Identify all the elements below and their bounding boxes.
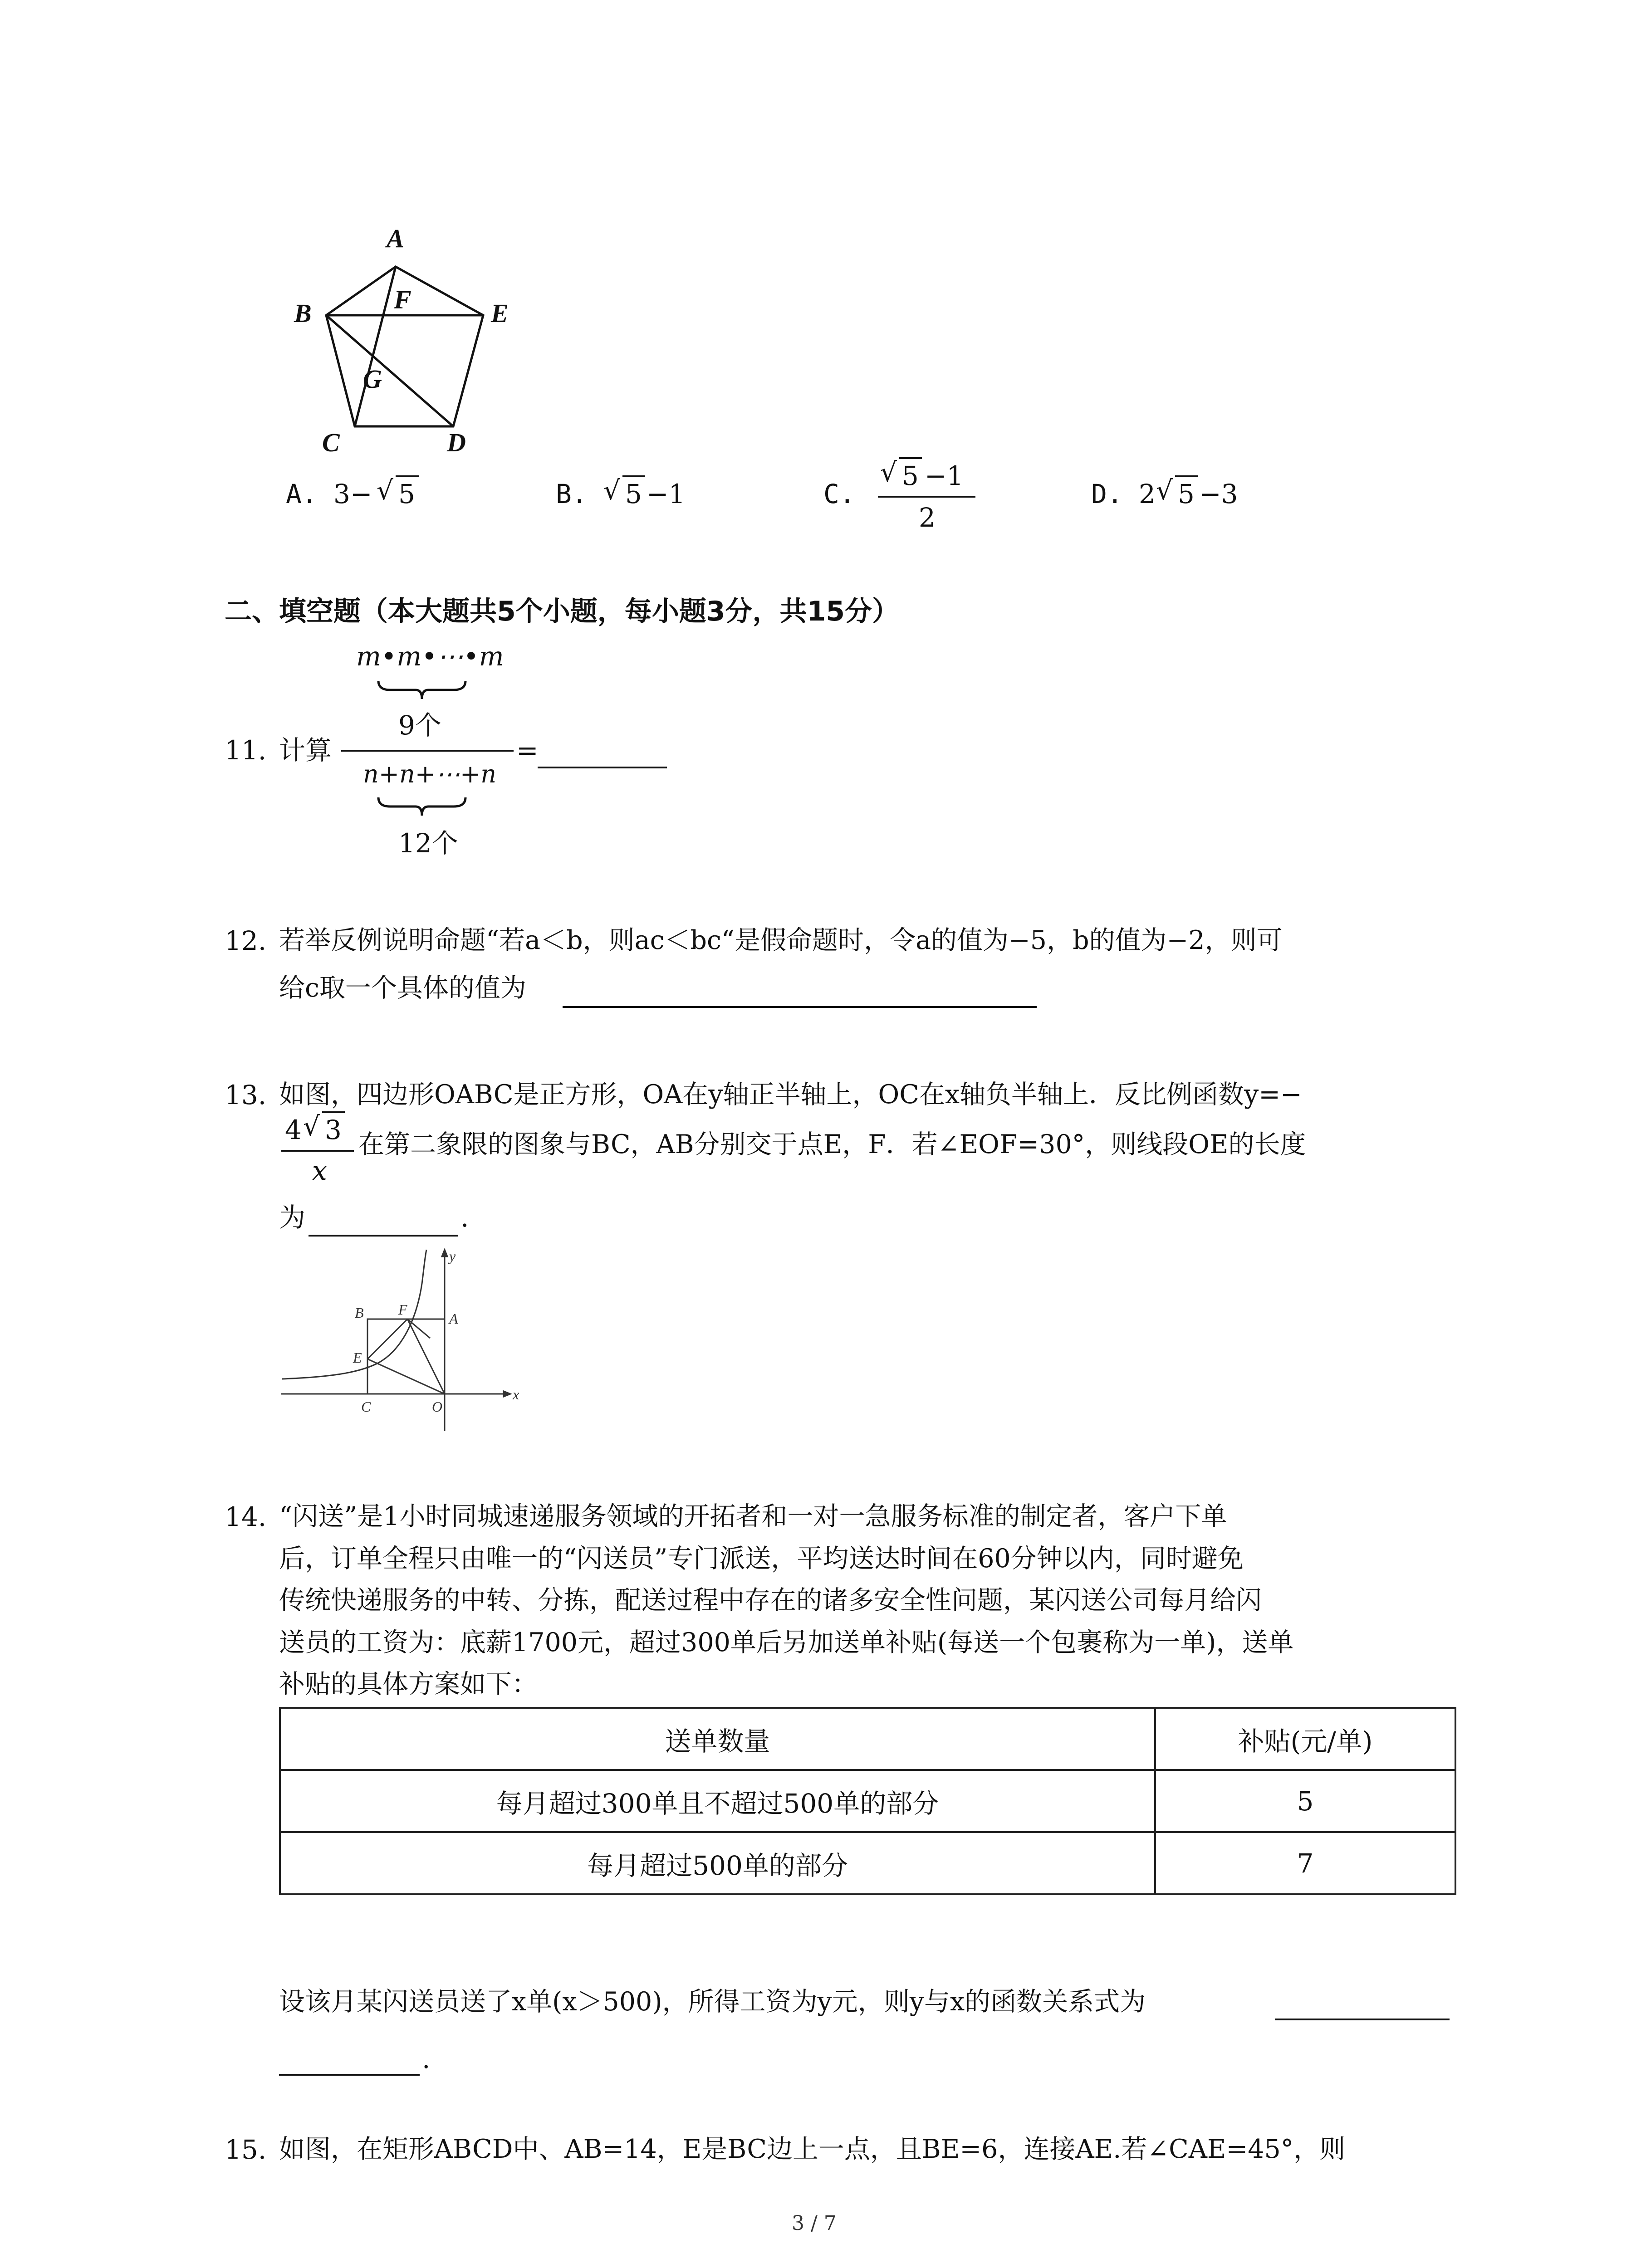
q15-number: 15. xyxy=(225,2134,267,2165)
q13-axis-x: x xyxy=(513,1386,519,1403)
q12-answer-blank[interactable] xyxy=(563,1006,1037,1008)
option-d-radicand: 5 xyxy=(1178,479,1195,509)
option-a-radicand: 5 xyxy=(398,479,415,509)
q13-line3-post: . xyxy=(460,1202,469,1233)
q11-numerator: m•m•⋯•m xyxy=(356,641,504,672)
label-A: A xyxy=(387,224,404,253)
q14-after-end: . xyxy=(422,2043,431,2074)
q13-label-C: C xyxy=(361,1398,371,1415)
option-a-label: A. xyxy=(286,479,318,509)
label-B: B xyxy=(294,298,312,328)
q11-denominator-count: 12个 xyxy=(398,828,458,859)
q11-denominator: n+n+⋯+n xyxy=(363,760,497,788)
q11-fraction-line xyxy=(341,750,514,752)
page-number: 3 / 7 xyxy=(792,2212,837,2235)
q12-line1: 若举反例说明命题“若a＜b，则ac＜bc“是假命题时，令a的值为−5，b的值为−2，则可 xyxy=(279,925,1283,955)
option-d-radical: √ xyxy=(1156,475,1173,506)
option-c-label: C. xyxy=(823,479,855,509)
option-b[interactable] xyxy=(556,481,588,507)
q14-after: 设该月某闪送员送了x单(x＞500)，所得工资为y元，则y与x的函数关系式为 xyxy=(279,1987,1146,2017)
label-C: C xyxy=(322,428,340,457)
option-a[interactable] xyxy=(286,481,318,507)
q13-line2: 在第二象限的图象与BC，AB分别交于点E，F．若∠EOF=30°，则线段OE的长度 xyxy=(358,1129,1306,1159)
table-cell: 7 xyxy=(1155,1832,1455,1894)
q13-frac-den: x xyxy=(312,1155,327,1186)
table-header-cell: 送单数量 xyxy=(280,1708,1155,1770)
q14-subsidy-table xyxy=(279,1707,1456,1895)
q11-text: 计算 xyxy=(279,735,332,766)
option-b-label: B. xyxy=(556,479,588,509)
q13-line3-pre: 为 xyxy=(279,1202,306,1233)
option-c-radicand: 5 xyxy=(902,460,919,491)
q13-graph-figure xyxy=(272,1243,526,1442)
option-a-radical: √ xyxy=(377,475,393,506)
table-cell: 每月超过300单且不超过500单的部分 xyxy=(280,1770,1155,1832)
table-row xyxy=(280,1770,1455,1832)
table-header-cell: 补贴(元/单) xyxy=(1155,1708,1455,1770)
q13-line1: 如图，四边形OABC是正方形，OA在y轴正半轴上，OC在x轴负半轴上．反比例函数y=− xyxy=(279,1080,1302,1110)
q15-line1: 如图，在矩形ABCD中、AB=14，E是BC边上一点，且BE=6，连接AE.若∠CAE=45°，则 xyxy=(279,2134,1346,2164)
option-d-label: D. xyxy=(1091,479,1123,509)
q14-line5: 补贴的具体方案如下： xyxy=(279,1669,538,1699)
q13-number: 13. xyxy=(225,1080,267,1110)
q13-label-O: O xyxy=(432,1398,443,1415)
table-header-row xyxy=(280,1708,1455,1770)
q11-denominator-brace xyxy=(377,795,467,822)
label-G: G xyxy=(363,364,382,394)
option-c[interactable] xyxy=(823,481,855,507)
q14-line2: 后，订单全程只由唯一的“闪送员”专门派送，平均送达时间在60分钟以内，同时避免 xyxy=(279,1544,1244,1574)
table-cell: 每月超过500单的部分 xyxy=(280,1832,1155,1894)
option-b-post: −1 xyxy=(647,479,686,509)
q12-number: 12. xyxy=(225,925,267,956)
q13-frac-coef: 4 xyxy=(285,1114,302,1145)
option-b-radical: √ xyxy=(603,475,620,506)
q13-label-A: A xyxy=(449,1310,458,1327)
option-d[interactable] xyxy=(1091,481,1123,507)
q11-answer-blank[interactable] xyxy=(538,767,667,768)
option-d-pre: 2 xyxy=(1139,479,1156,509)
q13-label-F: F xyxy=(398,1301,407,1318)
option-c-fraction-line xyxy=(878,496,975,498)
q12-line2: 给c取一个具体的值为 xyxy=(279,973,526,1003)
q14-line3: 传统快递服务的中转、分拣，配送过程中存在的诸多安全性问题，某闪送公司每月给闪 xyxy=(279,1585,1262,1615)
q13-fraction-line xyxy=(281,1150,354,1152)
option-c-radical: √ xyxy=(880,457,897,488)
q14-answer-blank-1[interactable] xyxy=(1275,2019,1450,2020)
label-F: F xyxy=(394,285,411,314)
q11-equals: = xyxy=(516,735,539,766)
label-D: D xyxy=(447,428,466,457)
q13-axis-y: y xyxy=(449,1248,456,1264)
q11-number: 11. xyxy=(225,735,267,766)
option-d-post: −3 xyxy=(1199,479,1238,509)
q11-numerator-brace xyxy=(377,678,467,705)
q14-answer-blank-2[interactable] xyxy=(279,2074,420,2076)
table-row xyxy=(280,1832,1455,1894)
label-E: E xyxy=(491,298,509,328)
q13-answer-blank[interactable] xyxy=(309,1235,458,1237)
q13-label-B: B xyxy=(355,1305,364,1321)
q11-numerator-count: 9个 xyxy=(398,710,441,741)
table-cell: 5 xyxy=(1155,1770,1455,1832)
q14-number: 14. xyxy=(225,1501,267,1532)
q10-pentagon-figure xyxy=(272,213,554,458)
option-c-denominator: 2 xyxy=(919,502,936,533)
option-a-expr: 3− xyxy=(333,479,372,509)
q13-frac-radicand: 3 xyxy=(325,1114,342,1145)
option-b-radicand: 5 xyxy=(625,479,642,509)
q14-line1: “闪送”是1小时同城速递服务领域的开拓者和一对一急服务标准的制定者，客户下单 xyxy=(279,1501,1227,1531)
option-c-post: −1 xyxy=(925,460,964,491)
q13-label-E: E xyxy=(353,1349,362,1366)
section-heading: 二、填空题（本大题共5个小题，每小题3分，共15分） xyxy=(225,596,899,627)
q13-frac-radical: √ xyxy=(303,1111,320,1142)
q14-line4: 送员的工资为：底薪1700元，超过300单后另加送单补贴(每送一个包裹称为一单)，送单 xyxy=(279,1628,1294,1657)
